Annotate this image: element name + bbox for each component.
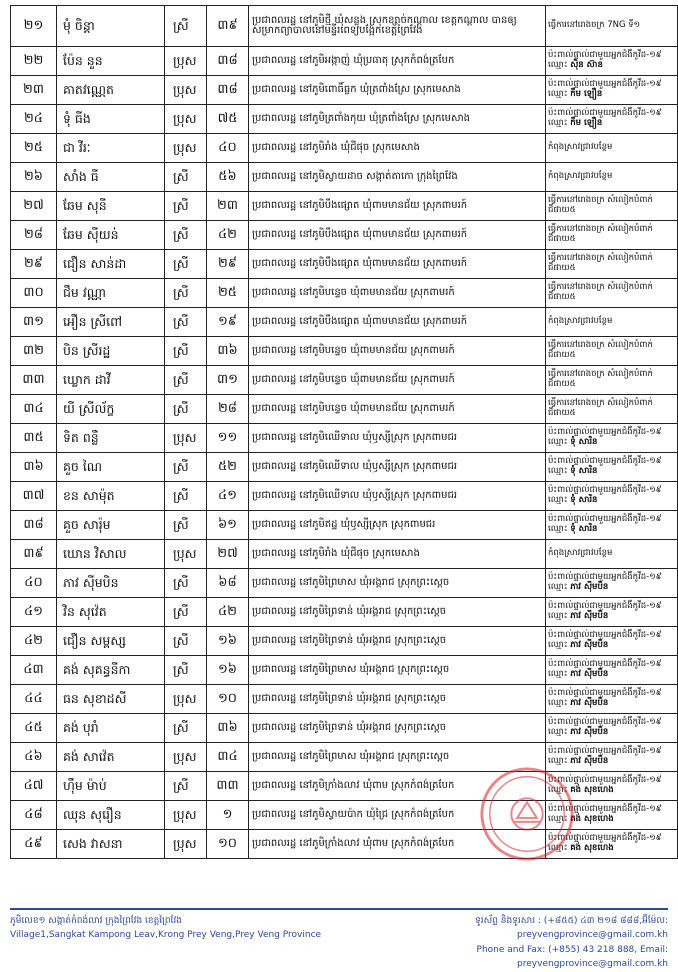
person-age: ៣៨ xyxy=(207,47,249,76)
contact-source-name: ទុំ សារិន xyxy=(570,437,598,447)
person-name: គាតវណ្ណេត xyxy=(57,76,165,105)
case-note-text: ប៉ះពាល់ផ្ទាល់ជាមួយអ្នកជំងឺកូវីដ-១៩ ឈ្មោះ xyxy=(548,427,662,447)
case-note xyxy=(546,47,678,76)
case-note-text: ធ្វើការនៅរោងចក្រ សំលៀកបំពាក់ ជីផាយ៥ xyxy=(548,224,653,244)
contact-source-name: ភាវ ស៊ីមបិន xyxy=(570,669,609,679)
person-address: ប្រជាពលរដ្ឋ នៅភូមិបន្ទេច ឃុំពាមមានជ័យ ស្រុកពាមរក៍ xyxy=(249,395,546,424)
case-note-text: ប៉ះពាល់ផ្ទាល់ជាមួយអ្នកជំងឺកូវីដ-១៩ ឈ្មោះ xyxy=(548,630,662,650)
person-name: សេង វាសនា xyxy=(57,830,165,859)
case-note xyxy=(546,221,678,250)
person-name: ឆែម ស៊ីយន់ xyxy=(57,221,165,250)
case-note xyxy=(546,801,678,830)
row-number: ៤៨ xyxy=(11,801,57,830)
person-address: ប្រជាពលរដ្ឋ នៅភូមិថ្មី ឃុំសន្លុង ស្រុកខ្សាច់កណ្ដាល ខេត្តកណ្ដាល បានឲ្យសម្រាកព្យាបាលនៅមន្ទីរពេទ្យបង្អែកខេត្តព្រៃវែង xyxy=(249,6,546,47)
person-sex: ប្រុស xyxy=(165,685,207,714)
person-age: ៦១ xyxy=(207,511,249,540)
person-age: ១៩ xyxy=(207,308,249,337)
table-row xyxy=(11,656,678,685)
person-sex: ស្រី xyxy=(165,221,207,250)
row-number: ៤៦ xyxy=(11,743,57,772)
row-number: ៣៤ xyxy=(11,395,57,424)
person-age: ៣១ xyxy=(207,366,249,395)
case-note-text: ធ្វើការនៅរោងចក្រ សំលៀកបំពាក់ ជីផាយ៥ xyxy=(548,369,653,389)
person-name: ជឿន សម្ពស្ស xyxy=(57,627,165,656)
person-age: ៥២ xyxy=(207,453,249,482)
person-sex: ស្រី xyxy=(165,482,207,511)
table-row xyxy=(11,627,678,656)
person-name: ប៉ែន នួន xyxy=(57,47,165,76)
person-sex: ប្រុស xyxy=(165,134,207,163)
person-address: ប្រជាពលរដ្ឋ នៅភូមិឈើទាល ឃុំឫស្សីស្រុក ស្រុកពាមជរ xyxy=(249,453,546,482)
row-number: ៤៣ xyxy=(11,656,57,685)
person-age: ៤០ xyxy=(207,134,249,163)
person-address: ប្រជាពលរដ្ឋ នៅភូមិព្រៃទាន់ ឃុំអង្គរាជ ស្រុកព្រះស្ដេច xyxy=(249,685,546,714)
row-number: ៣៣ xyxy=(11,366,57,395)
row-number: ៤៧ xyxy=(11,772,57,801)
person-address: ប្រជាពលរដ្ឋ នៅភូមិបឹងផ្សោត ឃុំពាមមានជ័យ ស្រុកពាមរក៍ xyxy=(249,250,546,279)
person-name: ឈុន សុរឿន xyxy=(57,801,165,830)
case-note xyxy=(546,743,678,772)
contact-source-name: ភាវ ស៊ីមបិន xyxy=(570,756,609,766)
case-note xyxy=(546,627,678,656)
table-row xyxy=(11,569,678,598)
case-table-body xyxy=(11,6,678,859)
person-name: មុំ ចិន្តា xyxy=(57,6,165,47)
person-address: ប្រជាពលរដ្ឋ នៅភូមិអង្កាញ់ ឃុំប្រធាតុ ស្រុកកំពង់ត្របែក xyxy=(249,47,546,76)
row-number: ៤០ xyxy=(11,569,57,598)
case-note-text: ប៉ះពាល់ផ្ទាល់ជាមួយអ្នកជំងឺកូវីដ-១៩ ឈ្មោះ xyxy=(548,50,662,70)
person-age: ១០ xyxy=(207,685,249,714)
contact-source-name: ភាវ ស៊ីមបិន xyxy=(570,582,609,592)
person-address: ប្រជាពលរដ្ឋ នៅភូមិឥដ្ឋ ឃុំឫស្សីស្រុក ស្រុកពាមជរ xyxy=(249,511,546,540)
row-number: ២៩ xyxy=(11,250,57,279)
person-address: ប្រជាពលរដ្ឋ នៅភូមិឈើទាល ឃុំឫស្សីស្រុក ស្រុកពាមជរ xyxy=(249,482,546,511)
case-note-text: ធ្វើការនៅរោងចក្រ សំលៀកបំពាក់ ជីផាយ៥ xyxy=(548,282,653,302)
person-age: ៥៦ xyxy=(207,163,249,192)
person-address: ប្រជាពលរដ្ឋ នៅភូមិព្រៃមាស ឃុំអង្គរាជ ស្រុកព្រះស្ដេច xyxy=(249,743,546,772)
table-row xyxy=(11,6,678,47)
person-name: យី ស្រីល័ក្ខ xyxy=(57,395,165,424)
person-sex: ប្រុស xyxy=(165,743,207,772)
footer-address-km: ភូមិលេខ១ សង្កាត់កំពង់លាវ ក្រុងព្រៃវែង ខេត្តព្រៃវែង xyxy=(10,916,182,926)
person-address: ប្រជាពលរដ្ឋ នៅភូមិក្រាំងលាវ ឃុំពាម ស្រុកកំពង់ត្របែក xyxy=(249,772,546,801)
row-number: ៤៩ xyxy=(11,830,57,859)
case-note xyxy=(546,308,678,337)
row-number: ៤១ xyxy=(11,598,57,627)
person-address: ប្រជាពលរដ្ឋ នៅភូមិព្រៃទាន់ ឃុំអង្គរាជ ស្រុកព្រះស្ដេច xyxy=(249,627,546,656)
case-note-text: ប៉ះពាល់ផ្ទាល់ជាមួយអ្នកជំងឺកូវីដ-១៩ ឈ្មោះ xyxy=(548,601,662,621)
person-name: ទិត ពន្លឺ xyxy=(57,424,165,453)
person-sex: ប្រុស xyxy=(165,801,207,830)
case-note xyxy=(546,250,678,279)
case-note-text: ប៉ះពាល់ផ្ទាល់ជាមួយអ្នកជំងឺកូវីដ-១៩ ឈ្មោះ xyxy=(548,456,662,476)
row-number: ២៥ xyxy=(11,134,57,163)
case-note xyxy=(546,6,678,47)
contact-source-name: កឹម ឡឿន xyxy=(570,89,603,99)
person-age: ៧៥ xyxy=(207,105,249,134)
person-age: ១៦ xyxy=(207,627,249,656)
person-address: ប្រជាពលរដ្ឋ នៅភូមិបន្ទេច ឃុំពាមមានជ័យ ស្រុកពាមរក៍ xyxy=(249,279,546,308)
person-address: ប្រជាពលរដ្ឋ នៅភូមិពោធិ៍ធ្លក ឃុំត្រពាំងស្រែ ស្រុកមេសាង xyxy=(249,76,546,105)
table-row xyxy=(11,76,678,105)
person-name: អឿន ស្រីពៅ xyxy=(57,308,165,337)
person-sex: ស្រី xyxy=(165,627,207,656)
person-address: ប្រជាពលរដ្ឋ នៅភូមិបន្ទេច ឃុំពាមមានជ័យ ស្រុកពាមរក៍ xyxy=(249,366,546,395)
person-address: ប្រជាពលរដ្ឋ នៅភូមិព្រៃមាស ឃុំអង្គរាជ ស្រុកព្រះស្ដេច xyxy=(249,656,546,685)
person-sex: ប្រុស xyxy=(165,830,207,859)
person-age: ៤២ xyxy=(207,221,249,250)
case-note xyxy=(546,192,678,221)
person-address: ប្រជាពលរដ្ឋ នៅភូមិឈើទាល ឃុំឫស្សីស្រុក ស្រុកពាមជរ xyxy=(249,424,546,453)
row-number: ២៨ xyxy=(11,221,57,250)
person-name: គង់ សុគន្ធនីកា xyxy=(57,656,165,685)
person-age: ៣៦ xyxy=(207,337,249,366)
person-name: សាំង ធី xyxy=(57,163,165,192)
table-row xyxy=(11,47,678,76)
person-name: វិន សុវ៉េត xyxy=(57,598,165,627)
table-row xyxy=(11,337,678,366)
person-name: ជឿន សាន់ដា xyxy=(57,250,165,279)
person-sex: ស្រី xyxy=(165,395,207,424)
case-note xyxy=(546,830,678,859)
table-row xyxy=(11,453,678,482)
case-note xyxy=(546,453,678,482)
case-note xyxy=(546,656,678,685)
table-row xyxy=(11,511,678,540)
person-name: ហ៊ឹម ម៉ាប់ xyxy=(57,772,165,801)
case-note-text: ធ្វើការនៅរោងចក្រ សំលៀកបំពាក់ ជីផាយ៥ xyxy=(548,398,653,418)
person-sex: ស្រី xyxy=(165,772,207,801)
table-row xyxy=(11,221,678,250)
row-number: ៤៥ xyxy=(11,714,57,743)
person-age: ២៨ xyxy=(207,395,249,424)
person-address: ប្រជាពលរដ្ឋ នៅភូមិបឹងផ្សោត ឃុំពាមមានជ័យ ស្រុកពាមរក៍ xyxy=(249,192,546,221)
person-age: ២៩ xyxy=(207,250,249,279)
person-name: ទុំ ធីង xyxy=(57,105,165,134)
table-row xyxy=(11,308,678,337)
case-note-text: កំពុងស្រាវជ្រាវបន្ថែម xyxy=(548,316,613,327)
person-sex: ស្រី xyxy=(165,714,207,743)
person-age: ២៣ xyxy=(207,192,249,221)
person-address: ប្រជាពលរដ្ឋ នៅភូមិព្រៃទាន់ ឃុំអង្គរាជ ស្រុកព្រះស្ដេច xyxy=(249,598,546,627)
row-number: ៣៧ xyxy=(11,482,57,511)
contact-source-name: គង់ សុខហេង xyxy=(570,814,614,824)
table-row xyxy=(11,801,678,830)
contact-source-name: ភាវ ស៊ីមបិន xyxy=(570,727,609,737)
case-note-text: ធ្វើការនៅរោងចក្រ សំលៀកបំពាក់ ជីផាយ៥ xyxy=(548,340,653,360)
person-age: ១០ xyxy=(207,830,249,859)
contact-source-name: ភាវ ស៊ីមបិន xyxy=(570,698,609,708)
person-age: ៤២ xyxy=(207,598,249,627)
person-sex: ប្រុស xyxy=(165,47,207,76)
person-name: ជឹម វណ្ណា xyxy=(57,279,165,308)
case-note-text: ធ្វើការនៅរោងចក្រ សំលៀកបំពាក់ ជីផាយ៥ xyxy=(548,253,653,273)
case-note xyxy=(546,163,678,192)
row-number: ២២ xyxy=(11,47,57,76)
row-number: ៣២ xyxy=(11,337,57,366)
person-name: ខន សាម៉ុត xyxy=(57,482,165,511)
person-sex: ស្រី xyxy=(165,337,207,366)
contact-source-name: កឹម ឡឿន xyxy=(570,118,603,128)
person-address: ប្រជាពលរដ្ឋ នៅភូមិស្វាយដាច សង្កាត់តាកោ ក្រុងព្រៃវែង xyxy=(249,163,546,192)
case-note xyxy=(546,685,678,714)
person-sex: ប្រុស xyxy=(165,76,207,105)
person-address: ប្រជាពលរដ្ឋ នៅភូមិបឹងផ្សោត ឃុំពាមមានជ័យ ស្រុកពាមរក៍ xyxy=(249,221,546,250)
person-name: ឆែម សុនី xyxy=(57,192,165,221)
case-note xyxy=(546,569,678,598)
person-age: ២៧ xyxy=(207,540,249,569)
person-name: គួច ណៃ xyxy=(57,453,165,482)
person-age: ១៦ xyxy=(207,656,249,685)
person-address: ប្រជាពលរដ្ឋ នៅភូមិរាំង ឃុំជីផុច ស្រុកមេសាង xyxy=(249,134,546,163)
row-number: ២១ xyxy=(11,6,57,47)
contact-source-name: ទុំ សារិន xyxy=(570,524,598,534)
footer-contact-en: Phone and Fax: (+855) 43 218 888, Email: preyvengprovince@gmail.com.kh xyxy=(476,944,668,970)
table-row xyxy=(11,685,678,714)
case-note xyxy=(546,540,678,569)
case-note xyxy=(546,105,678,134)
table-row xyxy=(11,395,678,424)
table-row xyxy=(11,366,678,395)
person-sex: ស្រី xyxy=(165,279,207,308)
row-number: ៣០ xyxy=(11,279,57,308)
case-note-text: ប៉ះពាល់ផ្ទាល់ជាមួយអ្នកជំងឺកូវីដ-១៩ ឈ្មោះ xyxy=(548,746,662,766)
person-address: ប្រជាពលរដ្ឋ នៅភូមិបន្ទេច ឃុំពាមមានជ័យ ស្រុកពាមរក៍ xyxy=(249,337,546,366)
person-address: ប្រជាពលរដ្ឋ នៅភូមិព្រៃមាស ឃុំអង្គរាជ ស្រុកព្រះស្ដេច xyxy=(249,569,546,598)
case-note-text: ប៉ះពាល់ផ្ទាល់ជាមួយអ្នកជំងឺកូវីដ-១៩ ឈ្មោះ xyxy=(548,79,662,99)
contact-source-name: ស៊ិន ស៊ាន xyxy=(570,60,603,70)
person-name: គួច សារ៉ុម xyxy=(57,511,165,540)
footer-divider xyxy=(10,908,668,910)
case-note-text: កំពុងស្រាវជ្រាវបន្ថែម xyxy=(548,548,613,559)
table-row xyxy=(11,540,678,569)
contact-source-name: គង់ សុខហេង xyxy=(570,785,614,795)
case-note-text: ធ្វើការនៅរោងចក្រ សំលៀកបំពាក់ ជីផាយ៥ xyxy=(548,195,653,215)
case-note xyxy=(546,76,678,105)
table-row xyxy=(11,743,678,772)
row-number: ៤២ xyxy=(11,627,57,656)
case-note-text: ប៉ះពាល់ផ្ទាល់ជាមួយអ្នកជំងឺកូវីដ-១៩ ឈ្មោះ xyxy=(548,108,662,128)
table-row xyxy=(11,105,678,134)
person-sex: ស្រី xyxy=(165,453,207,482)
person-address: ប្រជាពលរដ្ឋ នៅភូមិបឹងផ្សោត ឃុំពាមមានជ័យ ស្រុកពាមរក៍ xyxy=(249,308,546,337)
table-row xyxy=(11,250,678,279)
case-note xyxy=(546,598,678,627)
contact-source-name: ភាវ ស៊ីមបិន xyxy=(570,640,609,650)
row-number: ២៧ xyxy=(11,192,57,221)
person-name: គង់ បុរាំ xyxy=(57,714,165,743)
table-row xyxy=(11,482,678,511)
person-age: ៣៦ xyxy=(207,714,249,743)
person-address: ប្រជាពលរដ្ឋ នៅភូមិត្រពាំងកុយ ឃុំត្រពាំងស្រែ ស្រុកមេសាង xyxy=(249,105,546,134)
row-number: ២៣ xyxy=(11,76,57,105)
person-address: ប្រជាពលរដ្ឋ នៅភូមិក្រាំងលាវ ឃុំពាម ស្រុកកំពង់ត្របែក xyxy=(249,830,546,859)
case-note xyxy=(546,395,678,424)
row-number: ២៦ xyxy=(11,163,57,192)
person-age: ៣៣ xyxy=(207,772,249,801)
person-age: ៤១ xyxy=(207,482,249,511)
person-name: ឃ្លោក ដាវី xyxy=(57,366,165,395)
person-sex: ស្រី xyxy=(165,163,207,192)
person-name: ធន សុខាដសី xyxy=(57,685,165,714)
case-note-text: ប៉ះពាល់ផ្ទាល់ជាមួយអ្នកជំងឺកូវីដ-១៩ ឈ្មោះ xyxy=(548,717,662,737)
table-row xyxy=(11,279,678,308)
case-table xyxy=(10,5,678,859)
row-number: ៣៦ xyxy=(11,453,57,482)
contact-source-name: ទុំ សារិន xyxy=(570,466,598,476)
table-row xyxy=(11,424,678,453)
case-note xyxy=(546,366,678,395)
person-age: ៦៨ xyxy=(207,569,249,598)
contact-source-name: ភាវ ស៊ីមបិន xyxy=(570,611,609,621)
case-note-text: ធ្វើការនៅរោងចក្រ 7NG ទី១ xyxy=(548,20,641,31)
person-age: ៣៩ xyxy=(207,6,249,47)
person-sex: ប្រុស xyxy=(165,424,207,453)
person-name: គង់ សាវ៉េត xyxy=(57,743,165,772)
case-note-text: ប៉ះពាល់ផ្ទាល់ជាមួយអ្នកជំងឺកូវីដ-១៩ ឈ្មោះ xyxy=(548,659,662,679)
person-age: ៣៤ xyxy=(207,743,249,772)
person-sex: ស្រី xyxy=(165,569,207,598)
row-number: ៣៨ xyxy=(11,511,57,540)
person-sex: ស្រី xyxy=(165,656,207,685)
table-row xyxy=(11,772,678,801)
person-sex: ស្រី xyxy=(165,366,207,395)
person-address: ប្រជាពលរដ្ឋ នៅភូមិរាំង ឃុំជីផុច ស្រុកមេសាង xyxy=(249,540,546,569)
table-row xyxy=(11,830,678,859)
case-note-text: ប៉ះពាល់ផ្ទាល់ជាមួយអ្នកជំងឺកូវីដ-១៩ ឈ្មោះ xyxy=(548,833,662,853)
case-note xyxy=(546,424,678,453)
case-note xyxy=(546,134,678,163)
person-sex: ស្រី xyxy=(165,250,207,279)
table-row xyxy=(11,134,678,163)
table-row xyxy=(11,192,678,221)
person-name: ជា វីរៈ xyxy=(57,134,165,163)
person-address: ប្រជាពលរដ្ឋ នៅភូមិស្វាយប៉ាក ឃុំជ្រៃ ស្រុកកំពង់ត្របែក xyxy=(249,801,546,830)
case-note-text: ប៉ះពាល់ផ្ទាល់ជាមួយអ្នកជំងឺកូវីដ-១៩ ឈ្មោះ xyxy=(548,775,662,795)
person-age: ១ xyxy=(207,801,249,830)
case-note-text: កំពុងស្រាវជ្រាវបន្ថែម xyxy=(548,171,613,182)
person-sex: ស្រី xyxy=(165,6,207,47)
contact-source-name: ទុំ សារិន xyxy=(570,495,598,505)
person-name: ភាវ ស៊ីមបិន xyxy=(57,569,165,598)
person-age: ១១ xyxy=(207,424,249,453)
row-number: ៣១ xyxy=(11,308,57,337)
row-number: ៣៩ xyxy=(11,540,57,569)
person-name: ឃោន វិសាល xyxy=(57,540,165,569)
person-age: ២៥ xyxy=(207,279,249,308)
row-number: ៣៥ xyxy=(11,424,57,453)
case-note-text: កំពុងស្រាវជ្រាវបន្ថែម xyxy=(548,142,613,153)
case-note xyxy=(546,772,678,801)
person-sex: ប្រុស xyxy=(165,540,207,569)
case-note-text: ប៉ះពាល់ផ្ទាល់ជាមួយអ្នកជំងឺកូវីដ-១៩ ឈ្មោះ xyxy=(548,572,662,592)
table-row xyxy=(11,714,678,743)
person-sex: ប្រុស xyxy=(165,105,207,134)
row-number: ២៤ xyxy=(11,105,57,134)
case-note xyxy=(546,337,678,366)
case-note-text: ប៉ះពាល់ផ្ទាល់ជាមួយអ្នកជំងឺកូវីដ-១៩ ឈ្មោះ xyxy=(548,485,662,505)
person-sex: ស្រី xyxy=(165,598,207,627)
case-note xyxy=(546,482,678,511)
person-address: ប្រជាពលរដ្ឋ នៅភូមិព្រៃទាន់ ឃុំអង្គរាជ ស្រុកព្រះស្ដេច xyxy=(249,714,546,743)
person-name: បិន ស្រីរដ្ឋ xyxy=(57,337,165,366)
case-note-text: ប៉ះពាល់ផ្ទាល់ជាមួយអ្នកជំងឺកូវីដ-១៩ ឈ្មោះ xyxy=(548,804,662,824)
contact-source-name: គង់ សុខហេង xyxy=(570,843,614,853)
person-sex: ស្រី xyxy=(165,192,207,221)
footer-address-en: Village1,Sangkat Kampong Leav,Krong Prey Veng,Prey Veng Province xyxy=(10,930,322,941)
person-age: ៣៨ xyxy=(207,76,249,105)
case-note xyxy=(546,279,678,308)
table-row xyxy=(11,163,678,192)
case-note xyxy=(546,714,678,743)
person-sex: ស្រី xyxy=(165,308,207,337)
table-row xyxy=(11,598,678,627)
footer-contact-km: ទូរស័ព្ទ និងទូរសារ : (+៨៥៥) ៤៣ ២១៨ ៨៨៨,អ៊ីម៉ែល: preyvengprovince@gmail.com.kh xyxy=(475,916,668,941)
case-note xyxy=(546,511,678,540)
row-number: ៤៤ xyxy=(11,685,57,714)
case-note-text: ប៉ះពាល់ផ្ទាល់ជាមួយអ្នកជំងឺកូវីដ-១៩ ឈ្មោះ xyxy=(548,688,662,708)
person-sex: ស្រី xyxy=(165,511,207,540)
case-note-text: ប៉ះពាល់ផ្ទាល់ជាមួយអ្នកជំងឺកូវីដ-១៩ ឈ្មោះ xyxy=(548,514,662,534)
